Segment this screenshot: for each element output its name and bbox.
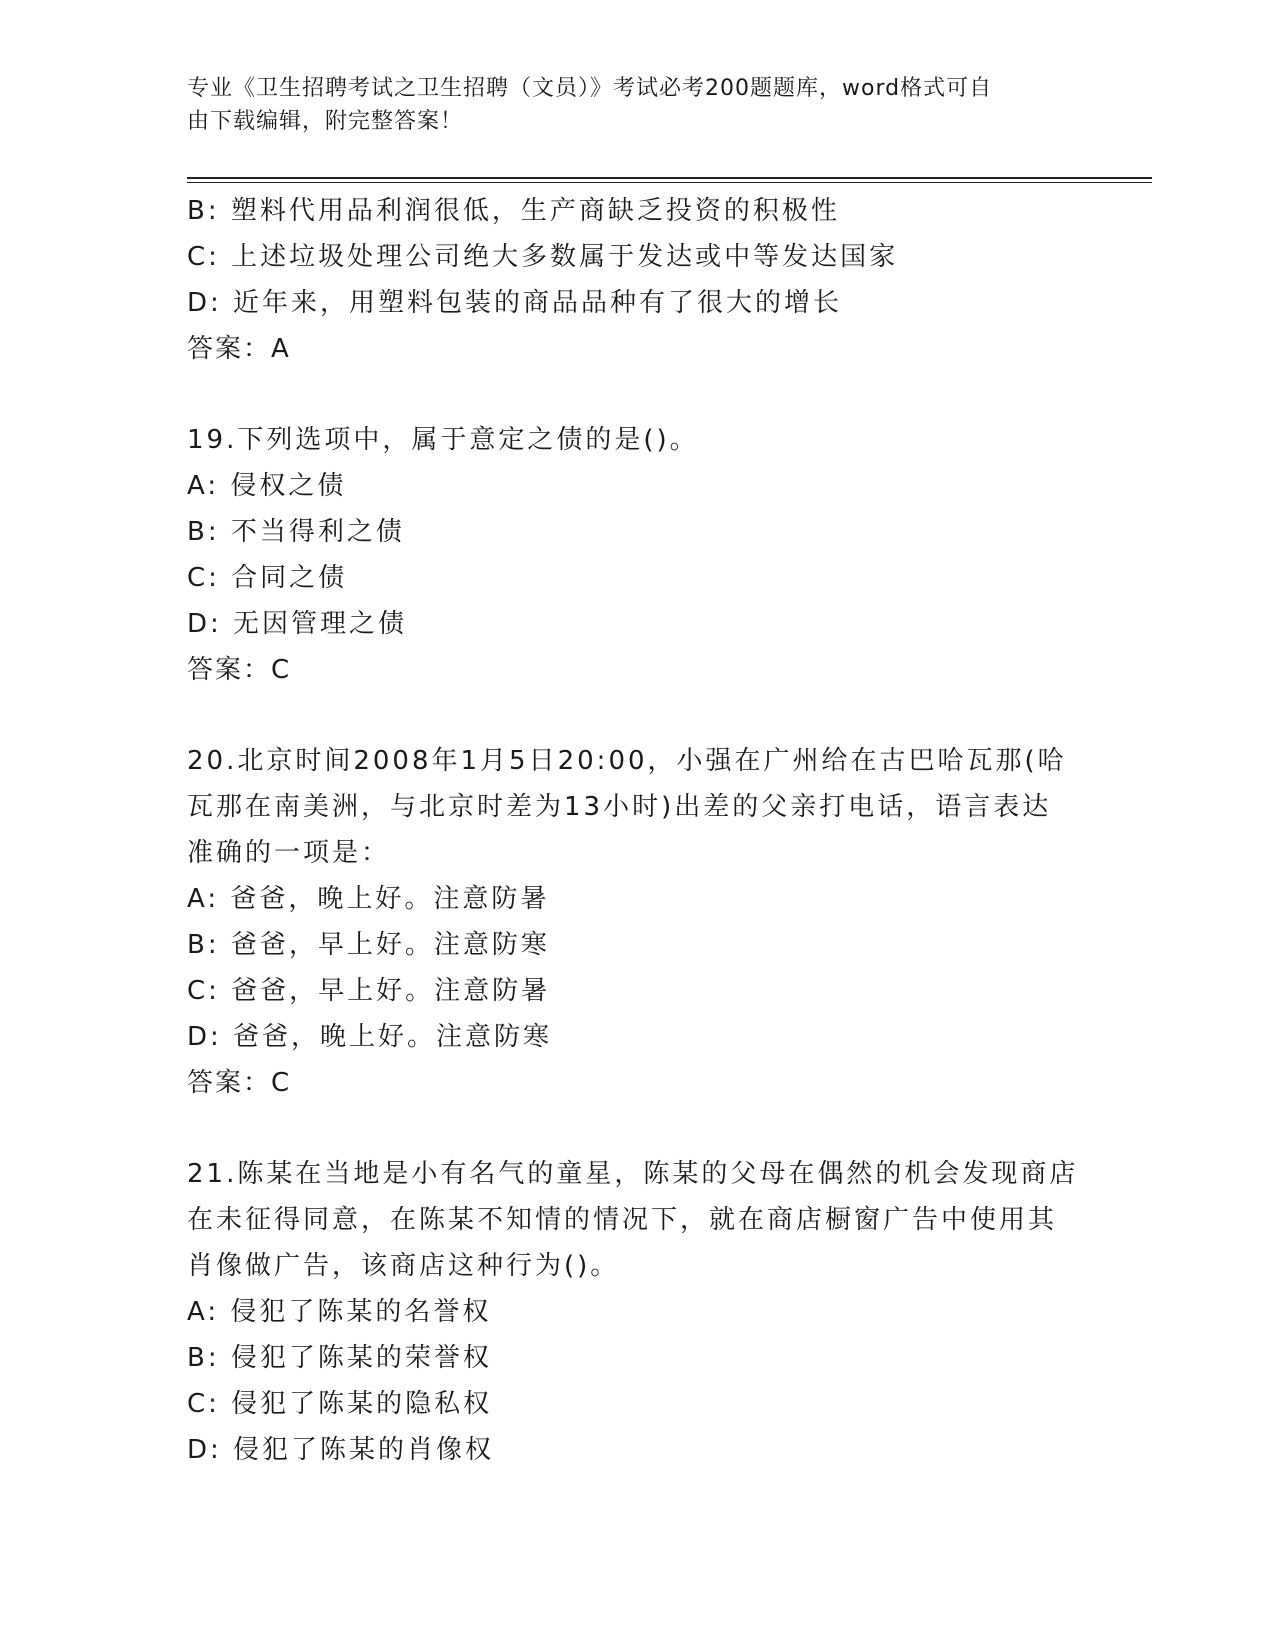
question-stem-line-2: 在未征得同意，在陈某不知情的情况下，就在商店橱窗广告中使用其 [187,1205,1058,1235]
header-divider-thin [187,182,1152,183]
question-stem-line-1: 21.陈某在当地是小有名气的童星，陈某的父母在偶然的机会发现商店 [187,1159,1079,1189]
question-19 [187,417,1087,693]
option-d: D: 爸爸，晚上好。注意防寒 [187,1022,553,1052]
question-stem-line-3: 准确的一项是： [187,838,391,868]
question-stem-line-1: 20.北京时间2008年1月5日20:00，小强在广州给在古巴哈瓦那(哈 [187,746,1067,776]
document-body [187,188,1087,1473]
answer-line: 答案：A [187,334,291,364]
document-header [187,72,1067,138]
option-b: B: 塑料代用品利润很低，生产商缺乏投资的积极性 [187,196,840,226]
option-b: B: 侵犯了陈某的荣誉权 [187,1343,492,1373]
option-c: C: 合同之债 [187,563,348,593]
option-c: C: 上述垃圾处理公司绝大多数属于发达或中等发达国家 [187,242,899,272]
option-c: C: 侵犯了陈某的隐私权 [187,1389,493,1419]
question-18-continuation [187,188,1087,372]
option-c: C: 爸爸，早上好。注意防暑 [187,976,551,1006]
option-b: B: 爸爸，早上好。注意防寒 [187,930,550,960]
option-b: B: 不当得利之债 [187,517,405,547]
option-d: D: 无因管理之债 [187,609,408,639]
question-20 [187,738,1087,1106]
question-21 [187,1151,1087,1473]
answer-line: 答案：C [187,1068,292,1098]
question-stem: 19.下列选项中，属于意定之债的是()。 [187,425,699,455]
option-a: A: 侵权之债 [187,471,347,501]
question-stem-line-2: 瓦那在南美洲，与北京时差为13小时)出差的父亲打电话，语言表达 [187,792,1052,822]
header-line-1: 专业《卫生招聘考试之卫生招聘（文员）》考试必考200题题库，word格式可自 [187,76,993,101]
question-stem-line-3: 肖像做广告，该商店这种行为()。 [187,1251,620,1281]
option-a: A: 爸爸，晚上好。注意防暑 [187,884,550,914]
header-divider-thick [187,177,1152,179]
option-a: A: 侵犯了陈某的名誉权 [187,1297,492,1327]
header-line-2: 由下载编辑，附完整答案！ [187,109,464,134]
option-d: D: 侵犯了陈某的肖像权 [187,1435,495,1465]
option-d: D: 近年来，用塑料包装的商品品种有了很大的增长 [187,288,843,318]
answer-line: 答案：C [187,655,292,685]
